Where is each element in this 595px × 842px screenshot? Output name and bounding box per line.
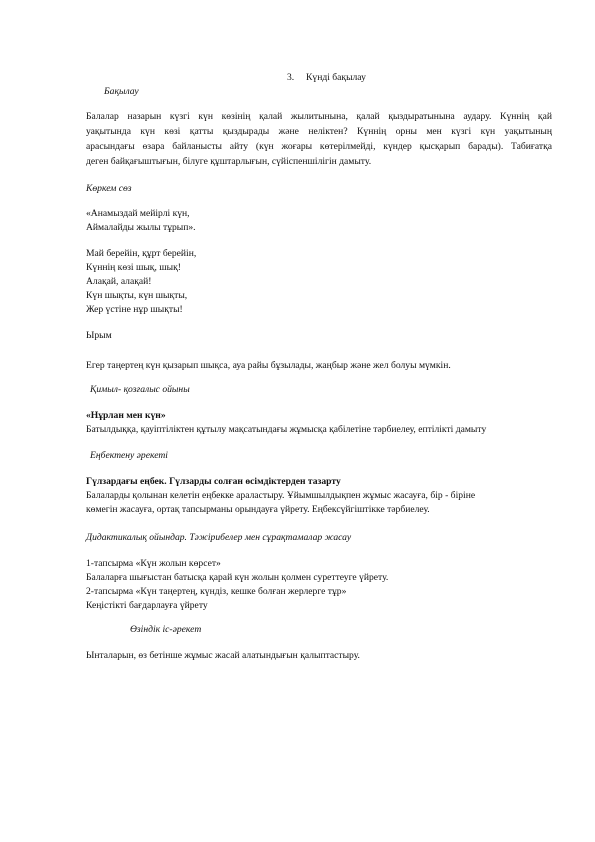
mobile-game-title: Қимыл- қозғалыс ойыны — [90, 384, 190, 395]
poem2-line-4: Күн шықты, күн шықты, — [86, 290, 188, 301]
independent-title: Өзіндік іс-әрекет — [130, 624, 202, 635]
observation-line-2: уақытында күн көзі қатты қыздырады және неліктен? Күннің орны мен күзгі күн уақытының — [86, 126, 552, 137]
sign-title: Ырым — [86, 330, 112, 341]
labor-line-1: Балаларды қолынан келетін еңбекке араластыру. Ұйымшылдықпен жұмыс жасауға, бір - біріне — [86, 490, 476, 501]
poem2-line-3: Алақай, алақай! — [86, 276, 152, 287]
labor-subtitle: Гүлзардағы еңбек. Гүлзарды солған өсімдіктерден тазарту — [86, 476, 341, 487]
poem1-line-1: «Анамыздай мейірлі күн, — [86, 208, 190, 219]
labor-line-2: көмегін жасауға, ортақ тапсырманы орындауға үйрету. Еңбексүйгіштікке тәрбиелеу. — [86, 504, 430, 515]
task1-title: 1-тапсырма «Күн жолын көрсет» — [86, 558, 221, 569]
poem2-line-2: Күннің көзі шық, шық! — [86, 262, 181, 273]
heading-number: 3. — [287, 72, 295, 83]
task2-title: 2-тапсырма «Күн таңертең, күндіз, кешке болған жерлерге тұр» — [86, 586, 347, 597]
task2-text: Кеңістікті бағдарлауға үйрету — [86, 600, 208, 611]
observation-line-3: арасындағы өзара байланысты айту (күн жоғары көтерілмейді, күндер қысқарып барады). Табиғатқа — [86, 141, 552, 152]
observation-line-4: деген байқағыштығын, білуге құштарлығын, сүйіспеншілігін дамыту. — [86, 156, 372, 167]
didactic-title: Дидактикалық ойындар. Тәжірибелер мен сұрақтамалар жасау — [86, 532, 352, 543]
sign-text: Егер таңертең күн қызарып шықса, ауа райы бұзылады, жаңбыр және жел болуы мүмкін. — [86, 360, 451, 371]
poem2-line-5: Жер үстіне нұр шықты! — [86, 304, 183, 315]
mobile-game-text: Батылдыққа, қауіптіліктен құтылу мақсатындағы жұмысқа қабілетіне тәрбиелеу, ептілікті дамыту — [86, 424, 487, 435]
observation-line-1: Балалар назарын күзгі күн көзінің қалай жылитынына, қалай қыздыратынына аудару. Күннің қай — [86, 111, 552, 122]
poem2-line-1: Май берейін, құрт берейін, — [86, 248, 197, 259]
heading-title: Күнді бақылау — [306, 72, 366, 83]
art-word-title: Көркем сөз — [86, 183, 132, 194]
task1-text: Балаларға шығыстан батысқа қарай күн жолын қолмен суреттеуге үйрету. — [86, 572, 389, 583]
observation-title: Бақылау — [104, 86, 139, 97]
independent-text: Ынталарын, өз бетінше жұмыс жасай алатындығын қалыптастыру. — [86, 650, 360, 661]
mobile-game-name: «Нұрлан мен күн» — [86, 410, 166, 421]
labor-title: Еңбектену әрекеті — [90, 450, 168, 461]
poem1-line-2: Аймалайды жылы тұрып». — [86, 222, 196, 233]
